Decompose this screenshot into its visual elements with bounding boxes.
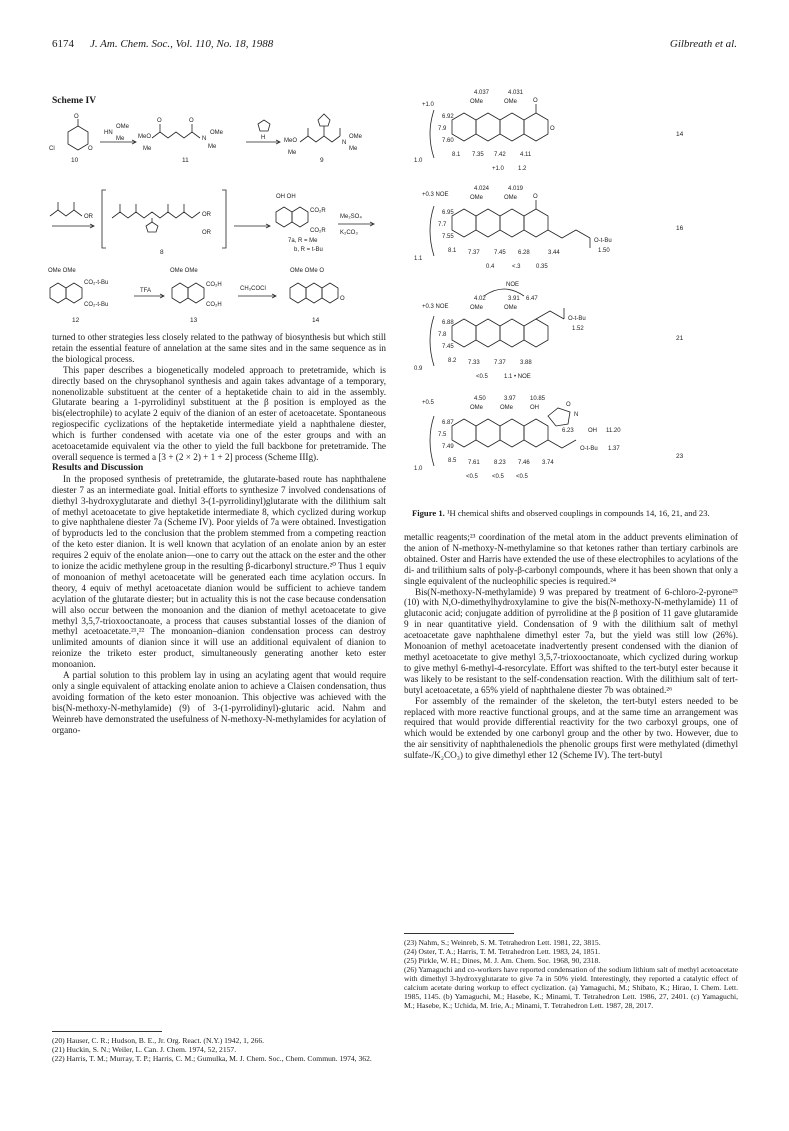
svg-text:OMe: OMe [504, 305, 518, 311]
figure-compound-14 [414, 90, 684, 172]
svg-text:TFA: TFA [140, 288, 152, 294]
svg-text:7.60: 7.60 [442, 138, 454, 144]
svg-text:O: O [74, 114, 79, 120]
figure-label-21: 21 [676, 335, 684, 342]
svg-text:10.85: 10.85 [530, 396, 546, 402]
svg-text:0.9: 0.9 [414, 366, 423, 372]
figure-label-23: 23 [676, 453, 684, 460]
compound-14-structure [290, 268, 345, 324]
svg-text:6.23: 6.23 [562, 428, 574, 434]
left-references [52, 1036, 386, 1063]
label-9: 9 [320, 157, 324, 164]
svg-text:N: N [574, 412, 579, 418]
svg-text:O: O [550, 126, 555, 132]
label-14: 14 [312, 317, 320, 324]
svg-text:CO₂H: CO₂H [206, 302, 222, 308]
svg-text:7.42: 7.42 [494, 152, 506, 158]
svg-text:6.92: 6.92 [442, 114, 454, 120]
svg-text:CO₂R: CO₂R [310, 208, 326, 214]
svg-text:CO₂-t-Bu: CO₂-t-Bu [84, 280, 109, 286]
figure-caption [412, 508, 738, 518]
svg-text:1.0: 1.0 [414, 466, 423, 472]
label-10: 10 [71, 157, 79, 164]
svg-text:7.7: 7.7 [438, 222, 447, 228]
svg-text:7.8: 7.8 [438, 332, 447, 338]
svg-text:8.2: 8.2 [448, 358, 457, 364]
svg-text:4.037: 4.037 [474, 90, 490, 96]
svg-text:7.46: 7.46 [518, 460, 530, 466]
compound-7-structure [276, 194, 326, 253]
svg-text:+1.0: +1.0 [492, 166, 504, 172]
svg-text:1.0: 1.0 [414, 158, 423, 164]
svg-text:+0.5: +0.5 [422, 400, 434, 406]
left-para-3: In the proposed synthesis of pretetramide, the glutarate-based route has naphthalene diester 7 as an intermediate goal. Initial efforts to synthesize 7 involved condensations of diethyl 3-hydroxyglutarate and diethyl 3-(1-pyrrolidinyl)glutarate with the dilithium salt of methyl acetoacetate to give heptaketide intermediate 8, which cyclized during workup to give naphthalene diester 7a (Scheme IV). Poor yields of 7a were obtained. Investigation of byproducts led to the conclusion that the problem stemmed from a competing reaction of the keto ester dianion. It is well known that acylation of an enolate anion by an ester requires 2 equiv of the enolate anion—one to carry out the attack on the ester and the other to ionize the acidic methylene group in the resulting β-dicarbonyl structure.²⁰ Thus 1 equiv of monoanion of methyl acetoacetate will be generated each time acylation occurs. In theory, 4 equiv of methyl acetoacetate dianion would be sufficient to achieve tandem acylation of the glutarate diester; but in actuality this is not the case because condensation will also occur between the monoanion and the dianion of methyl acetoacetate to give methyl 3,5,7-trioxooctanoate, a process that causes substantial losses of the dianion of methyl acetoacetate.²¹,²² The monoanion–dianion condensation process can destroy unlimited amounts of dianion since it will use an additional equivalent of dianion to reionize the triketo ester product, simultaneously generating another keto ester monoanion. [52, 473, 386, 670]
svg-text:7.37: 7.37 [494, 360, 506, 366]
svg-text:+0.3 NOE: +0.3 NOE [422, 192, 449, 198]
journal-citation: J. Am. Chem. Soc., Vol. 110, No. 18, 1988 [90, 38, 274, 50]
svg-text:<0.5: <0.5 [492, 474, 504, 480]
figure-1-diagram [412, 86, 742, 506]
svg-text:4.02: 4.02 [474, 296, 486, 302]
svg-text:3.74: 3.74 [542, 460, 554, 466]
svg-text:OH: OH [530, 405, 539, 411]
right-para-2: Bis(N-methoxy-N-methylamide) 9 was prepared by treatment of 6-chloro-2-pyrone²⁵ (10) with N,O-dimethylhydroxylamine to give the bis(N-methoxy-N-methylamide) 11 of glutaconic acid; conjugate addition of pyrrolidine at the β position of 11 gave glutaramide 9 in near quantitative yield. Condensation of 9 with the dilithium salt of methyl acetoacetate gave naphthalene dimethyl ester 7a, but the yield was still low (26%). Monoanion of methyl acetoacetate inadvertently present condensed with the dianion of methyl acetoacetate to give methyl 3,5,7-trioxooctanoate, which cyclized during workup to give methyl 6-methyl-4-resorcylate. Effort was shifted to the tert-butyl ester because it was likely to be resistant to the self-condensation reaction. With the dilithium salt of tert-butyl acetoacetate, a 65% yield of naphthalene diester 7b was obtained.²⁶ [404, 586, 738, 695]
svg-text:Me: Me [143, 146, 152, 152]
svg-text:1.1: 1.1 [414, 256, 423, 262]
page-number: 6174 [52, 38, 74, 50]
svg-text:6.95: 6.95 [442, 210, 454, 216]
svg-text:4.024: 4.024 [474, 186, 490, 192]
svg-text:+0.3 NOE: +0.3 NOE [422, 304, 449, 310]
svg-text:<0.5: <0.5 [476, 374, 488, 380]
svg-text:N: N [202, 136, 207, 142]
compound-11-structure [138, 118, 224, 164]
svg-text:8.1: 8.1 [452, 152, 461, 158]
scheme-title: Scheme IV [52, 96, 97, 106]
svg-text:7.45: 7.45 [494, 250, 506, 256]
svg-text:OH OH: OH OH [276, 194, 296, 200]
svg-text:3.88: 3.88 [520, 360, 532, 366]
compound-9-structure [284, 114, 363, 164]
left-para-2: This paper describes a biogenetically modeled approach to pretetramide, which is directly based on the chrysophanol synthesis and again takes advantage of a temporary, nonenolizable substituent at the center of a heptaketide chain to aid in the assembly. Glutarate bearing a 1-pyrrolidinyl substituent at the β position is employed as the bis(electrophile) to acylate 2 equiv of the dianion of an ester of acetoacetate. Spontaneous regiospecific cyclizations of the heptaketide intermediate yield a naphthalene diester, which is further condensed with acetate via one of the ester groups and with an acetoacetamide equivalent via the other to yield the full backbone for pretetramide. The overall sequence is termed a [3 + (2 × 2) + 1 + 2] process (Scheme IIIg). [52, 364, 386, 462]
svg-text:OMe: OMe [470, 405, 484, 411]
svg-text:1.52: 1.52 [572, 326, 584, 332]
reference-22: (22) Harris, T. M.; Murray, T. P.; Harris, C. M.; Gumulka, M. J. Chem. Soc., Chem. Commun. 1974, 362. [52, 1054, 372, 1063]
svg-text:Me₂SO₄: Me₂SO₄ [340, 214, 362, 220]
reference-24: (24) Oster, T. A.; Harris, T. M. Tetrahedron Lett. 1983, 24, 1851. [404, 947, 601, 956]
svg-text:7.5: 7.5 [438, 432, 447, 438]
figure-label-14: 14 [676, 131, 684, 138]
svg-text:O: O [533, 98, 538, 104]
svg-text:<0.5: <0.5 [516, 474, 528, 480]
svg-text:OMe: OMe [349, 134, 363, 140]
svg-text:OMe: OMe [470, 99, 484, 105]
section-heading: Results and Discussion [52, 462, 144, 473]
svg-text:7.55: 7.55 [442, 234, 454, 240]
svg-text:8.5: 8.5 [448, 458, 457, 464]
svg-text:7.61: 7.61 [468, 460, 480, 466]
right-column [404, 532, 738, 761]
svg-text:O-t-Bu: O-t-Bu [580, 446, 598, 452]
svg-text:Me: Me [288, 150, 297, 156]
svg-text:OMe OMe O: OMe OMe O [290, 268, 325, 274]
svg-text:CO₂-t-Bu: CO₂-t-Bu [84, 302, 109, 308]
figure-caption-label: Figure 1. [412, 508, 445, 518]
svg-text:7.49: 7.49 [442, 444, 454, 450]
figure-compound-16 [414, 186, 684, 270]
reference-23: (23) Nahm, S.; Weinreb, S. M. Tetrahedron Lett. 1981, 22, 3815. [404, 938, 601, 947]
svg-text:4.031: 4.031 [508, 90, 524, 96]
svg-text:Me: Me [349, 146, 358, 152]
compound-12-structure [48, 268, 108, 324]
svg-text:7.37: 7.37 [468, 250, 480, 256]
label-8: 8 [160, 249, 164, 256]
svg-text:H: H [261, 135, 266, 141]
label-13: 13 [190, 317, 198, 324]
svg-text:11.20: 11.20 [606, 428, 621, 434]
svg-text:1.37: 1.37 [608, 446, 620, 452]
reference-26: (26) Yamaguchi and co-workers have reported condensation of the sodium lithium salt of methyl acetoacetate with dimethyl 3-hydroxyglutarate to give 7a in 50% yield. Interestingly, they reported a catalytic effect of calcium acetate during workup to effect cyclization. (a) Yamaguchi, M.; Shibato, K.; Hirao, I. Chem. Lett. 1985, 1145. (b) Yamaguchi, M.; Hasebe, K.; Minami, T. Tetrahedron Lett. 1986, 27, 2401. (c) Yamaguchi, M.; Hasebe, K.; Uchida, M. Irie, A.; Minami, T. Tetrahedron Lett. 1987, 28, 2017. [404, 965, 738, 1010]
svg-text:O: O [533, 194, 538, 200]
svg-text:O: O [88, 146, 93, 152]
svg-text:1.2: 1.2 [518, 166, 527, 172]
svg-text:NOE: NOE [506, 282, 520, 288]
right-para-3: For assembly of the remainder of the skeleton, the tert-butyl esters needed to be replaced with more reactive functional groups, and at the same time an arrangement was required that would provide differential reactivity for the two carboxyl groups, one of which would be extended by one carbonyl group and the other by two. However, due to the air sensitivity of naphthalenediols the phenolic groups first were methylated (dimethyl sulfate-/K₂CO₃) to give dimethyl ether 12 (Scheme IV). The tert-butyl [404, 695, 738, 761]
right-references [404, 938, 738, 1010]
svg-text:6.47: 6.47 [526, 296, 538, 302]
svg-text:OR: OR [202, 230, 211, 236]
compound-13-structure [170, 268, 222, 324]
svg-text:7.45: 7.45 [442, 344, 454, 350]
svg-text:OR: OR [202, 212, 211, 218]
acetoacetate-structure [50, 202, 94, 220]
figure-label-16: 16 [676, 225, 684, 232]
svg-text:O: O [189, 118, 194, 124]
svg-text:6.28: 6.28 [518, 250, 530, 256]
svg-text:b, R = t-Bu: b, R = t-Bu [294, 247, 323, 253]
reference-21: (21) Huckin, S. N.; Weiler, L. Can. J. Chem. 1974, 52, 2157. [52, 1045, 237, 1054]
right-footnote-rule [404, 933, 514, 934]
svg-text:7a, R = Me: 7a, R = Me [288, 238, 318, 244]
svg-text:O: O [157, 118, 162, 124]
svg-text:OH: OH [588, 428, 597, 434]
svg-text:+1.0: +1.0 [422, 102, 434, 108]
svg-text:OMe: OMe [470, 195, 484, 201]
figure-compound-21 [414, 282, 684, 380]
svg-text:OMe: OMe [116, 124, 130, 130]
svg-text:OMe OMe: OMe OMe [170, 268, 198, 274]
left-para-1: turned to other strategies less closely related to the pathway of biosynthesis but which still retain the essential feature of annelation at the same sites and in the same sequence as in the biological process. [52, 332, 386, 364]
svg-text:N: N [342, 140, 347, 146]
figure-caption-text: ¹H chemical shifts and observed couplings in compounds 14, 16, 21, and 23. [446, 508, 710, 518]
svg-text:O-t-Bu: O-t-Bu [594, 238, 612, 244]
svg-text:0.4: 0.4 [486, 264, 495, 270]
svg-text:CO₂R: CO₂R [310, 228, 326, 234]
svg-text:3.91: 3.91 [508, 296, 520, 302]
svg-text:K₂CO₃: K₂CO₃ [340, 230, 358, 236]
reference-25: (25) Pirkle, W. H.; Dines, M. J. Am. Chem. Soc. 1968, 90, 2318. [404, 956, 601, 965]
svg-text:HN: HN [104, 130, 113, 136]
svg-text:OMe: OMe [504, 99, 518, 105]
compound-10-structure [49, 114, 93, 164]
svg-text:OMe: OMe [500, 405, 514, 411]
left-column [52, 332, 386, 736]
reference-20: (20) Hauser, C. R.; Hudson, B. E., Jr. Org. React. (N.Y.) 1942, 1, 266. [52, 1036, 265, 1045]
svg-text:MeO: MeO [284, 138, 298, 144]
svg-text:7.33: 7.33 [468, 360, 480, 366]
left-para-4: A partial solution to this problem lay in using an acylating agent that would require only a single equivalent of attacking enolate anion to achieve a Claisen condensation, thus avoiding formation of the keto ester monoanion. This objective was achieved with the bis(N-methoxy-N-methylamide) (9) of 3-(1-pyrrolidinyl)-glutaric acid. Nahm and Weinreb have demonstrated the usefulness of N-methoxy-N-methylamides for acylation of organo- [52, 670, 386, 735]
left-footnote-rule [52, 1031, 162, 1032]
svg-text:Me: Me [208, 144, 217, 150]
running-authors: Gilbreath et al. [669, 38, 737, 50]
svg-text:6.88: 6.88 [442, 320, 454, 326]
svg-text:8.23: 8.23 [494, 460, 506, 466]
svg-text:3.97: 3.97 [504, 396, 516, 402]
svg-text:O-t-Bu: O-t-Bu [568, 316, 586, 322]
svg-text:4.50: 4.50 [474, 396, 486, 402]
svg-text:3.44: 3.44 [548, 250, 560, 256]
svg-text:0.35: 0.35 [536, 264, 548, 270]
svg-text:8.1: 8.1 [448, 248, 457, 254]
svg-text:O: O [340, 296, 345, 302]
svg-text:1.1 • NOE: 1.1 • NOE [504, 374, 531, 380]
right-para-1: metallic reagents;²³ coordination of the metal atom in the adduct prevents elimination of the anion of N-methoxy-N-methylamine so that ketones rather than tertiary carbinols are obtained. Oster and Harris have extended the use of these electrophiles to acylations of the di- and trilithium salts of poly-β-carbonyl compounds, where it has been shown that only a single equivalent of the nucleophilic species is required.²⁴ [404, 532, 738, 586]
svg-text:4.11: 4.11 [520, 152, 532, 158]
figure-compound-23 [414, 396, 684, 480]
svg-text:<0.5: <0.5 [466, 474, 478, 480]
svg-text:7.35: 7.35 [472, 152, 484, 158]
label-11: 11 [182, 157, 189, 164]
compound-8-structure [112, 204, 212, 256]
svg-text:OMe OMe: OMe OMe [48, 268, 76, 274]
svg-text:OMe: OMe [504, 195, 518, 201]
svg-text:4.019: 4.019 [508, 186, 524, 192]
svg-text:Me: Me [116, 136, 125, 142]
label-12: 12 [72, 317, 80, 324]
scheme-iv-diagram [44, 108, 384, 330]
svg-text:Cl: Cl [49, 146, 55, 152]
svg-text:OMe: OMe [470, 305, 484, 311]
svg-text:O: O [566, 402, 571, 408]
svg-text:<.3: <.3 [512, 264, 521, 270]
svg-text:CH₃COCl: CH₃COCl [240, 286, 266, 292]
svg-text:6.87: 6.87 [442, 420, 454, 426]
svg-text:1.50: 1.50 [598, 248, 610, 254]
svg-text:OMe: OMe [210, 130, 224, 136]
svg-text:MeO: MeO [138, 134, 152, 140]
svg-text:OR: OR [84, 214, 93, 220]
svg-text:7.9: 7.9 [438, 126, 447, 132]
svg-text:CO₂H: CO₂H [206, 282, 222, 288]
